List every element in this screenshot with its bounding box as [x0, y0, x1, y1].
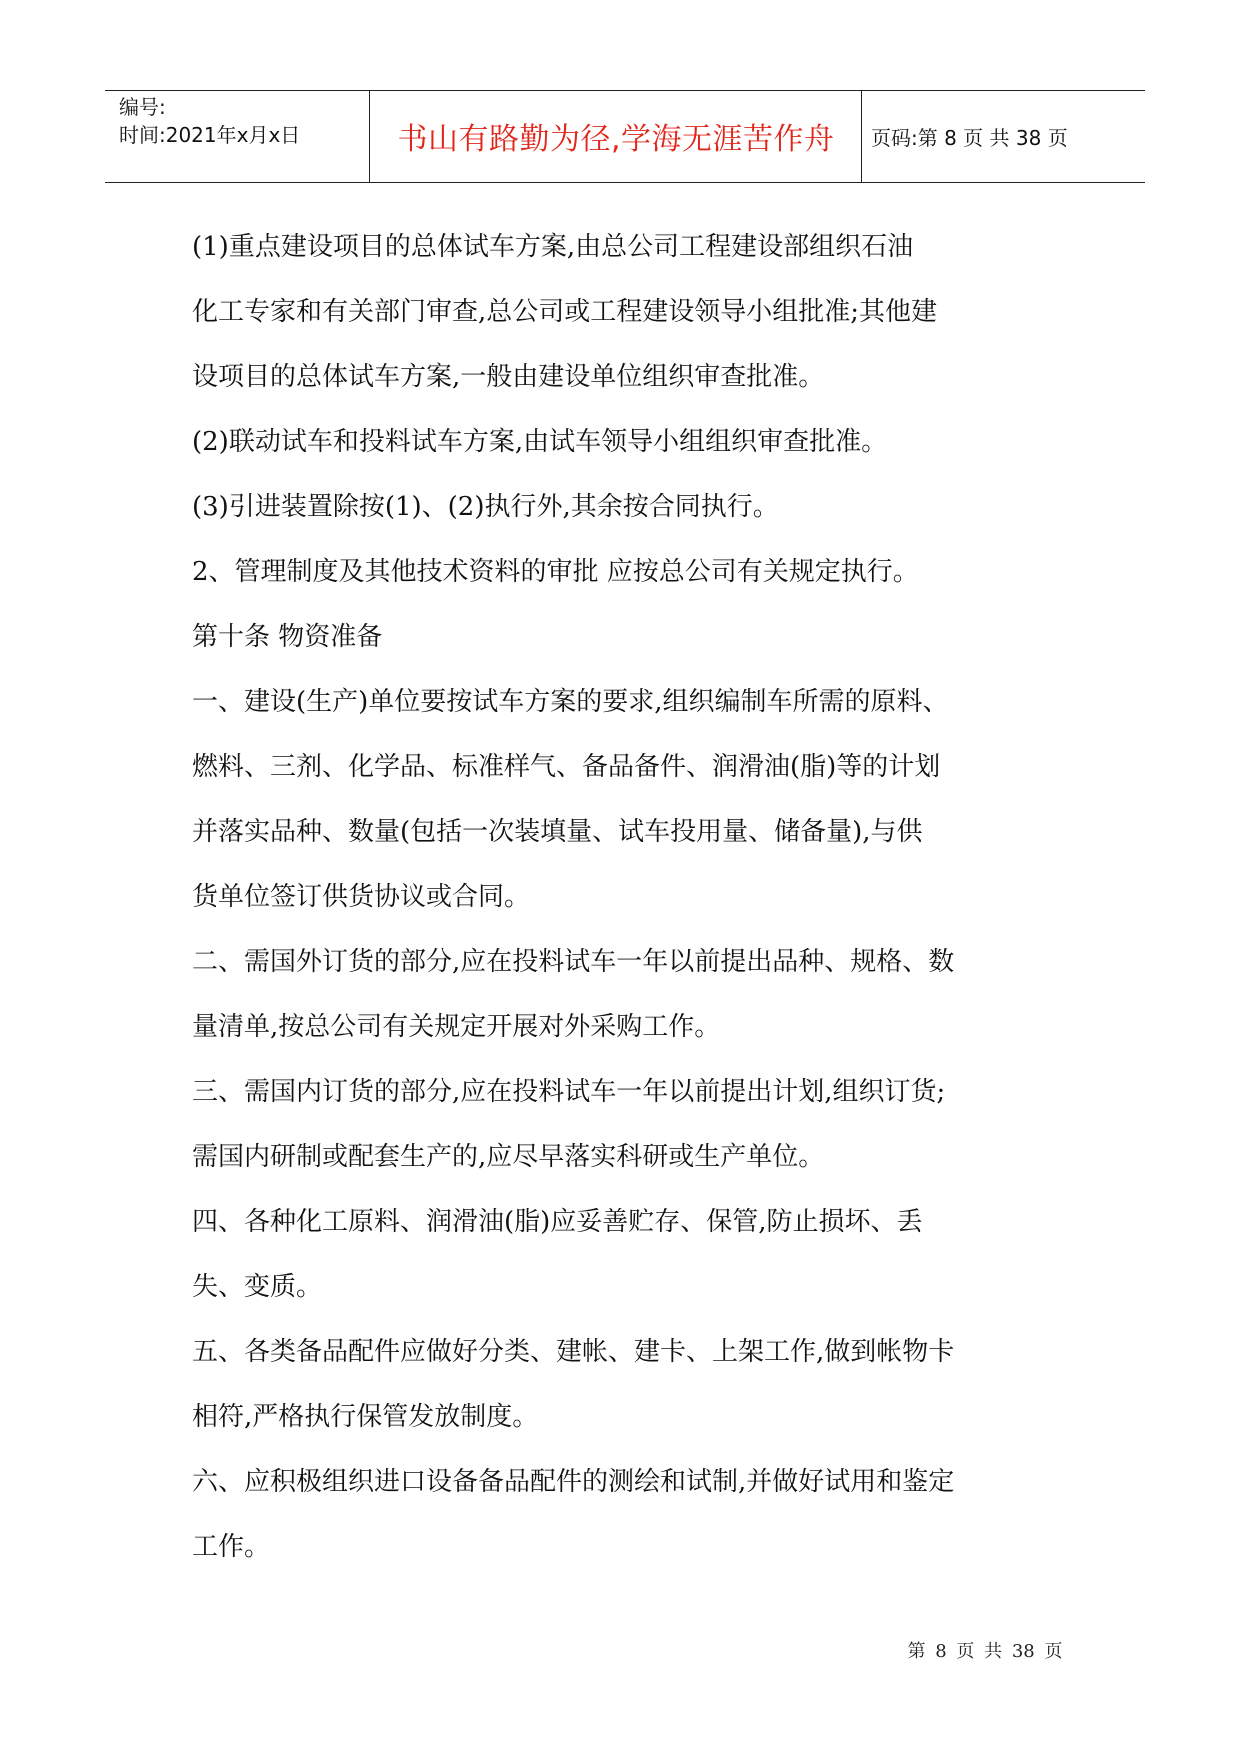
text-line: 工作。 [192, 1532, 271, 1562]
page-header [105, 90, 1145, 183]
page-footer: 第 8 页 共 38 页 [907, 1641, 1063, 1662]
header-meta [119, 93, 364, 149]
text-line: 失、变质。 [192, 1272, 323, 1302]
text-line: 燃料、三剂、化学品、标准样气、备品备件、润滑油(脂)等的计划 [192, 752, 941, 782]
document-body [192, 215, 1072, 1580]
text-line: 货单位签订供货协议或合同。 [192, 882, 531, 912]
text-line: 设项目的总体试车方案,一般由建设单位组织审查批准。 [192, 362, 825, 392]
time-label: 时间:2021年x月x日 [119, 123, 301, 147]
text-line: (1)重点建设项目的总体试车方案,由总公司工程建设部组织石油 [192, 232, 914, 262]
header-divider [369, 91, 370, 182]
text-line: (3)引进装置除按(1)、(2)执行外,其余按合同执行。 [192, 492, 779, 522]
text-line: 三、需国内订货的部分,应在投料试车一年以前提出计划,组织订货; [192, 1077, 946, 1107]
text-line: 二、需国外订货的部分,应在投料试车一年以前提出品种、规格、数 [192, 947, 955, 977]
header-motto: 书山有路勤为径,学海无涯苦作舟 [397, 122, 835, 157]
text-line: 2、管理制度及其他技术资料的审批 应按总公司有关规定执行。 [192, 557, 919, 587]
header-page-info: 页码:第 8 页 共 38 页 [871, 125, 1068, 150]
text-line: 化工专家和有关部门审查,总公司或工程建设领导小组批准;其他建 [192, 297, 938, 327]
serial-number-label: 编号: [119, 95, 166, 119]
text-line: 五、各类备品配件应做好分类、建帐、建卡、上架工作,做到帐物卡 [192, 1337, 955, 1367]
text-line: 相符,严格执行保管发放制度。 [192, 1402, 539, 1432]
text-line: 需国内研制或配套生产的,应尽早落实科研或生产单位。 [192, 1142, 825, 1172]
text-line: 六、应积极组织进口设备备品配件的测绘和试制,并做好试用和鉴定 [192, 1467, 955, 1497]
text-line: 四、各种化工原料、润滑油(脂)应妥善贮存、保管,防止损坏、丢 [192, 1207, 923, 1237]
text-line: 并落实品种、数量(包括一次装填量、试车投用量、储备量),与供 [192, 817, 923, 847]
section-heading: 第十条 物资准备 [192, 622, 383, 652]
text-line: 一、建设(生产)单位要按试车方案的要求,组织编制车所需的原料、 [192, 687, 949, 717]
header-divider [861, 91, 862, 182]
text-line: (2)联动试车和投料试车方案,由试车领导小组组织审查批准。 [192, 427, 888, 457]
text-line: 量清单,按总公司有关规定开展对外采购工作。 [192, 1012, 721, 1042]
